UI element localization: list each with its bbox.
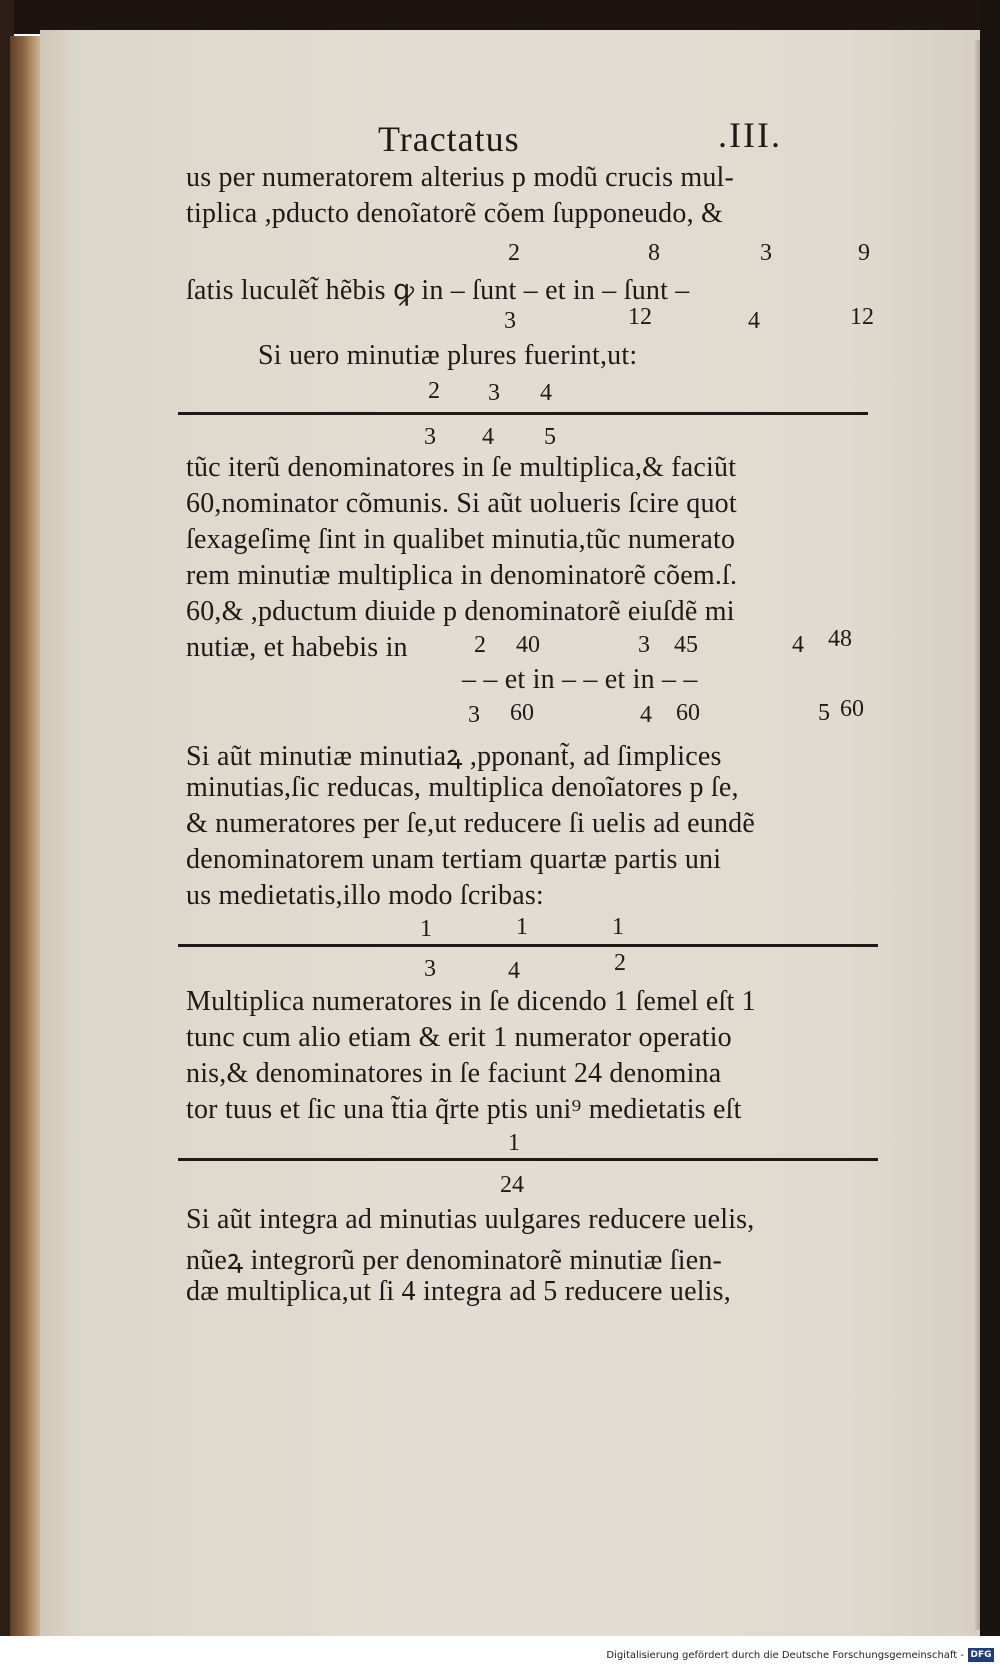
fraction-numerator: 1 xyxy=(420,916,432,942)
fraction-denominator: 24 xyxy=(500,1172,524,1198)
scan-border-right xyxy=(980,0,1000,1640)
book-spine xyxy=(10,36,40,1636)
fraction-rule xyxy=(178,412,868,415)
fraction-numerator: 8 xyxy=(648,240,660,266)
fraction-numerator: 9 xyxy=(858,240,870,266)
fraction-numerator: 45 xyxy=(674,632,698,658)
fraction-numerator: 3 xyxy=(488,380,500,406)
fraction-numerator: 4 xyxy=(792,632,804,658)
fraction-denominator: 12 xyxy=(628,304,652,330)
dfg-logo: DFG xyxy=(968,1648,994,1662)
fraction-numerator: 4 xyxy=(540,380,552,406)
text-line-20: Si aũt integra ad minutias uulgares reducere uelis, xyxy=(186,1204,755,1235)
scan-border-top xyxy=(0,0,1000,34)
text-line-13: & numeratores per ſe,ut reducere ſi uelis ad eundẽ xyxy=(186,808,755,839)
fraction-denominator: 3 xyxy=(424,424,436,450)
fraction-numerator: 1 xyxy=(508,1130,520,1156)
text-line-21: nũeꝝ integrorũ per denominatorẽ minutiæ ſien- xyxy=(186,1245,723,1276)
text-line-10: nutiæ, et habebis in xyxy=(186,632,408,663)
text-line-14: denominatorem unam tertiam quartæ partis uni xyxy=(186,844,722,875)
fraction-denominator: 5 xyxy=(544,424,556,450)
text-line-3: ſatis luculẽt̃ hẽbis ꝙ in ‒ ſunt ‒ et in ‒ ſunt ‒ xyxy=(186,275,690,306)
fraction-denominator: 12 xyxy=(850,304,874,330)
fraction-numerator: 1 xyxy=(516,914,528,940)
fraction-numerator: 40 xyxy=(516,632,540,658)
fraction-denominator: 3 xyxy=(468,702,480,728)
text-line-15: us medietatis,illo modo ſcribas: xyxy=(186,880,544,911)
fraction-denominator: 4 xyxy=(508,958,520,984)
running-title: Tractatus xyxy=(378,119,520,159)
text-line-12: minutias,ſic reducas, multiplica denoĩatores p ſe, xyxy=(186,772,739,803)
fraction-denominator: 3 xyxy=(504,308,516,334)
text-line-4: Si uero minutiæ plures fuerint,ut: xyxy=(258,340,638,371)
text-line-19: tor tuus et ſic una t̃tia q̃rte ptis uni⁹ medietatis eſt xyxy=(186,1094,742,1125)
text-line-11: Si aũt minutiæ minutiaꝝ ,pponant̃, ad ſimplices xyxy=(186,741,722,772)
fraction-rule xyxy=(178,1158,878,1161)
fraction-rule xyxy=(178,944,878,947)
funding-credit: Digitalisierung gefördert durch die Deutsche Forschungsgemeinschaft - xyxy=(606,1650,964,1661)
fraction-denominator: 5 xyxy=(818,700,830,726)
fraction-denominator: 4 xyxy=(482,424,494,450)
fraction-numerator: 2 xyxy=(508,240,520,266)
text-line-17: tunc cum alio etiam & erit 1 numerator operatio xyxy=(186,1022,732,1053)
fraction-denominator: 2 xyxy=(614,950,626,976)
text-line-8: rem minutiæ multiplica in denominatorẽ cõem.ſ. xyxy=(186,560,738,591)
text-line-22: dæ multiplica,ut ſi 4 integra ad 5 reducere uelis, xyxy=(186,1276,731,1307)
fraction-denominator: 60 xyxy=(676,700,700,726)
fraction-numerator: 3 xyxy=(760,240,772,266)
text-line-2: tiplica ,pducto denoĩatorẽ cõem ſupponeudo, & xyxy=(186,198,723,229)
text-line-9: 60,& ,pductum diuide p denominatorẽ eiuſdẽ mi xyxy=(186,596,735,627)
text-line-6: 60,nominator cõmunis. Si aũt uolueris ſcire quot xyxy=(186,488,737,519)
fraction-numerator: 2 xyxy=(474,632,486,658)
fraction-denominator: 60 xyxy=(510,700,534,726)
fraction-denominator: 3 xyxy=(424,956,436,982)
text-line-16: Multiplica numeratores in ſe dicendo 1 ſemel eſt 1 xyxy=(186,986,756,1017)
fraction-numerator: 48 xyxy=(828,626,852,652)
text-line-5: tũc iterũ denominatores in ſe multiplica,& faciũt xyxy=(186,452,737,483)
fraction-denominator: 4 xyxy=(748,308,760,334)
chapter-number: .III. xyxy=(718,115,782,155)
fraction-denominator: 60 xyxy=(840,696,864,722)
text-line-7: ſexageſimę ſint in qualibet minutia,tũc numerato xyxy=(186,524,736,555)
text-line-1: us per numeratorem alterius p modũ crucis mul- xyxy=(186,162,735,193)
fraction-numerator: 3 xyxy=(638,632,650,658)
fraction-bars-line: ‒ ‒ et in ‒ ‒ et in ‒ ‒ xyxy=(462,664,698,695)
text-line-18: nis,& denominatores in ſe faciunt 24 denomina xyxy=(186,1058,722,1089)
fraction-numerator: 2 xyxy=(428,378,440,404)
fraction-numerator: 1 xyxy=(612,914,624,940)
fraction-denominator: 4 xyxy=(640,702,652,728)
